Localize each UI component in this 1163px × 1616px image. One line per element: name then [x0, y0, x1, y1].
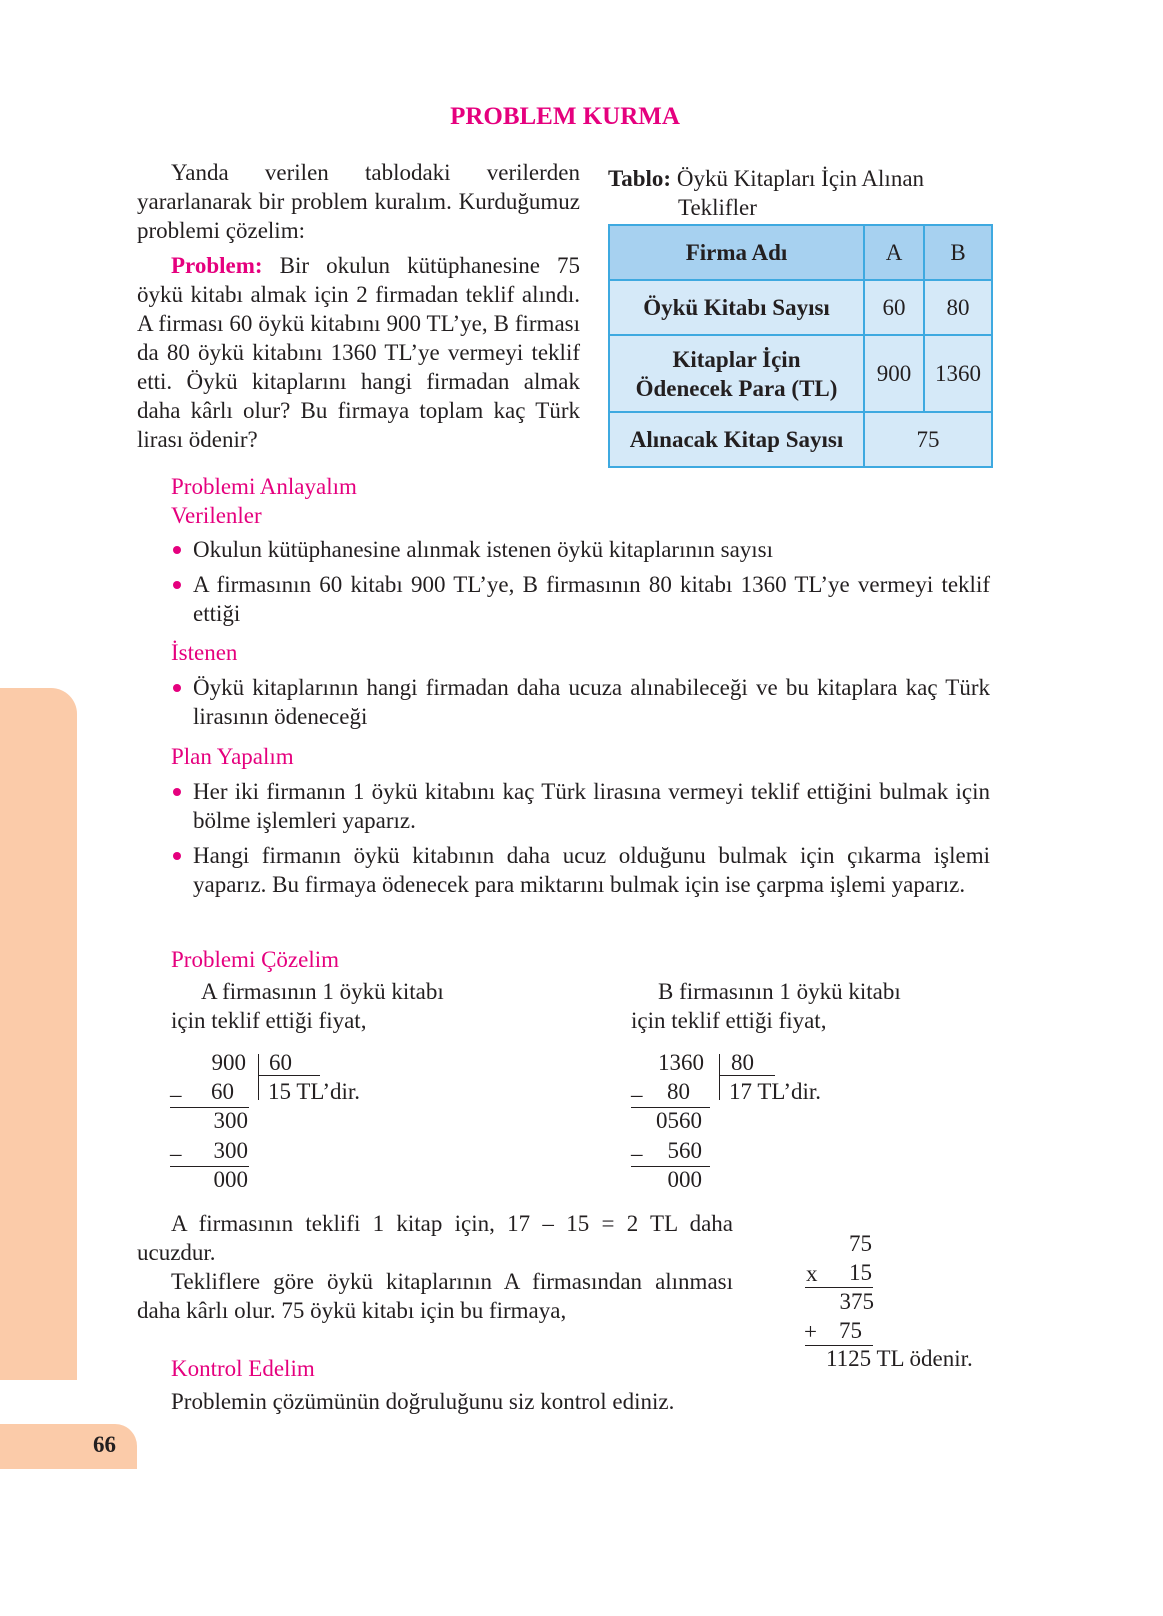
- division-bar: [719, 1054, 720, 1100]
- table-caption: [608, 164, 998, 222]
- heading-plan: Plan Yapalım: [171, 744, 294, 769]
- heading-wanted: İstenen: [171, 640, 238, 665]
- page-number: 66: [93, 1432, 116, 1457]
- heading-understand: Problemi Anlayalım: [171, 474, 357, 499]
- minus-sign: –: [631, 1141, 643, 1166]
- subtrahend: 60: [211, 1079, 234, 1104]
- wanted-list: [171, 673, 990, 737]
- multiplicand: 75: [849, 1231, 872, 1256]
- minus-sign: –: [631, 1082, 643, 1107]
- table-row: [609, 280, 992, 335]
- table-cell: 75: [864, 412, 992, 467]
- dividend: 900: [211, 1050, 246, 1075]
- subtrahend: 300: [213, 1138, 248, 1163]
- header-cell: B: [924, 225, 992, 280]
- divisor: 60: [269, 1050, 292, 1075]
- multiplier: 15: [849, 1260, 872, 1285]
- remainder: 000: [213, 1167, 248, 1192]
- problem-label: Problem:: [171, 253, 263, 278]
- minus-sign: –: [170, 1082, 182, 1107]
- offers-table: [608, 224, 993, 468]
- caption-label: Tablo:: [608, 166, 672, 191]
- row-label-line: Ödenecek Para (TL): [635, 375, 838, 401]
- remainder: 000: [667, 1167, 702, 1192]
- plus-sign: +: [804, 1319, 817, 1344]
- conclusion-text: Tekliflere göre öykü kitaplarının A firmasından alınması daha kârlı olur. 75 öykü kitabı için bu firmaya,: [137, 1269, 733, 1323]
- product-suffix: TL ödenir.: [876, 1346, 973, 1371]
- page-number-box: [0, 1424, 137, 1469]
- dividend: 1360: [658, 1050, 704, 1075]
- list-item: Her iki firmanın 1 öykü kitabını kaç Türk lirasına vermeyi teklif ettiğini bulmak için bölme işlemleri yaparız.: [171, 777, 990, 835]
- times-sign: x: [806, 1261, 818, 1286]
- table-cell: 900: [864, 335, 924, 412]
- heading-check: Kontrol Edelim: [171, 1356, 315, 1381]
- page-title: PROBLEM KURMA: [450, 103, 680, 130]
- caption-text-2: Teklifler: [678, 195, 757, 220]
- divisor: 80: [731, 1050, 754, 1075]
- header-cell: A: [864, 225, 924, 280]
- table-cell: 60: [864, 280, 924, 335]
- product-line: [826, 1344, 973, 1373]
- given-list: [171, 535, 990, 634]
- list-item: Okulun kütüphanesine alınmak istenen öykü kitaplarının sayısı: [171, 535, 990, 564]
- plan-list: [171, 777, 990, 905]
- product: 1125: [826, 1346, 872, 1371]
- quotient: 15 TL’dir.: [268, 1079, 361, 1104]
- table-header-row: [609, 225, 992, 280]
- b-price-text: B firmasının 1 öykü kitabı için teklif ettiği fiyat,: [631, 979, 901, 1033]
- table-cell: 80: [924, 280, 992, 335]
- partial-product: 75: [839, 1318, 862, 1343]
- subtrahend: 80: [667, 1079, 690, 1104]
- list-item: Öykü kitaplarının hangi firmadan daha ucuza alınabileceği ve bu kitaplara kaç Türk lirasının ödeneceği: [171, 673, 990, 731]
- table-cell: 1360: [924, 335, 992, 412]
- intro-paragraph: Yanda verilen tablodaki verilerden yararlanarak bir problem kuralım. Kurduğumuz problemi çözelim:: [137, 160, 580, 243]
- list-item: A firmasının 60 kitabı 900 TL’ye, B firmasının 80 kitabı 1360 TL’ye vermeyi teklif ettiği: [171, 570, 990, 628]
- table-row: [609, 412, 992, 467]
- problem-paragraph: [137, 251, 580, 454]
- problem-text: Bir okulun kütüphanesine 75 öykü kitabı almak için 2 firmadan teklif alındı. A firması 60 öykü kitabını 900 TL’ye, B firması da 80 öykü kitabını 1360 TL’ye vermeyi teklif etti. Öykü kitaplarını hangi firmadan almak daha kârlı olur? Bu firmaya toplam kaç Türk lirası ödenir?: [137, 253, 580, 452]
- row-label-line: Kitaplar İçin: [672, 346, 801, 372]
- minus-sign: –: [170, 1141, 182, 1166]
- table-row: [609, 335, 992, 412]
- a-price-text: A firmasının 1 öykü kitabı için teklif ettiği fiyat,: [171, 979, 444, 1033]
- header-cell: Firma Adı: [609, 225, 864, 280]
- caption-text: Öykü Kitapları İçin Alınan: [676, 166, 925, 191]
- row-label: Alınacak Kitap Sayısı: [609, 412, 864, 467]
- remainder: 0560: [656, 1108, 702, 1133]
- partial-product: 375: [839, 1289, 874, 1314]
- subtrahend: 560: [667, 1138, 702, 1163]
- comparison-text: A firmasının teklifi 1 kitap için, 17 – 15 = 2 TL daha ucuzdur.: [137, 1211, 733, 1265]
- quotient: 17 TL’dir.: [729, 1079, 822, 1104]
- heading-given: Verilenler: [171, 503, 262, 528]
- remainder: 300: [213, 1108, 248, 1133]
- row-label: Öykü Kitabı Sayısı: [609, 280, 864, 335]
- side-tab-decoration: [0, 688, 77, 1380]
- row-label: [609, 335, 864, 412]
- check-text: Problemin çözümünün doğruluğunu siz kontrol ediniz.: [171, 1389, 675, 1414]
- division-bar: [258, 1054, 259, 1100]
- heading-solve: Problemi Çözelim: [171, 947, 340, 972]
- list-item: Hangi firmanın öykü kitabının daha ucuz olduğunu bulmak için çıkarma işlemi yaparız. Bu firmaya ödenecek para miktarını bulmak için ise çarpma işlemi yaparız.: [171, 841, 990, 899]
